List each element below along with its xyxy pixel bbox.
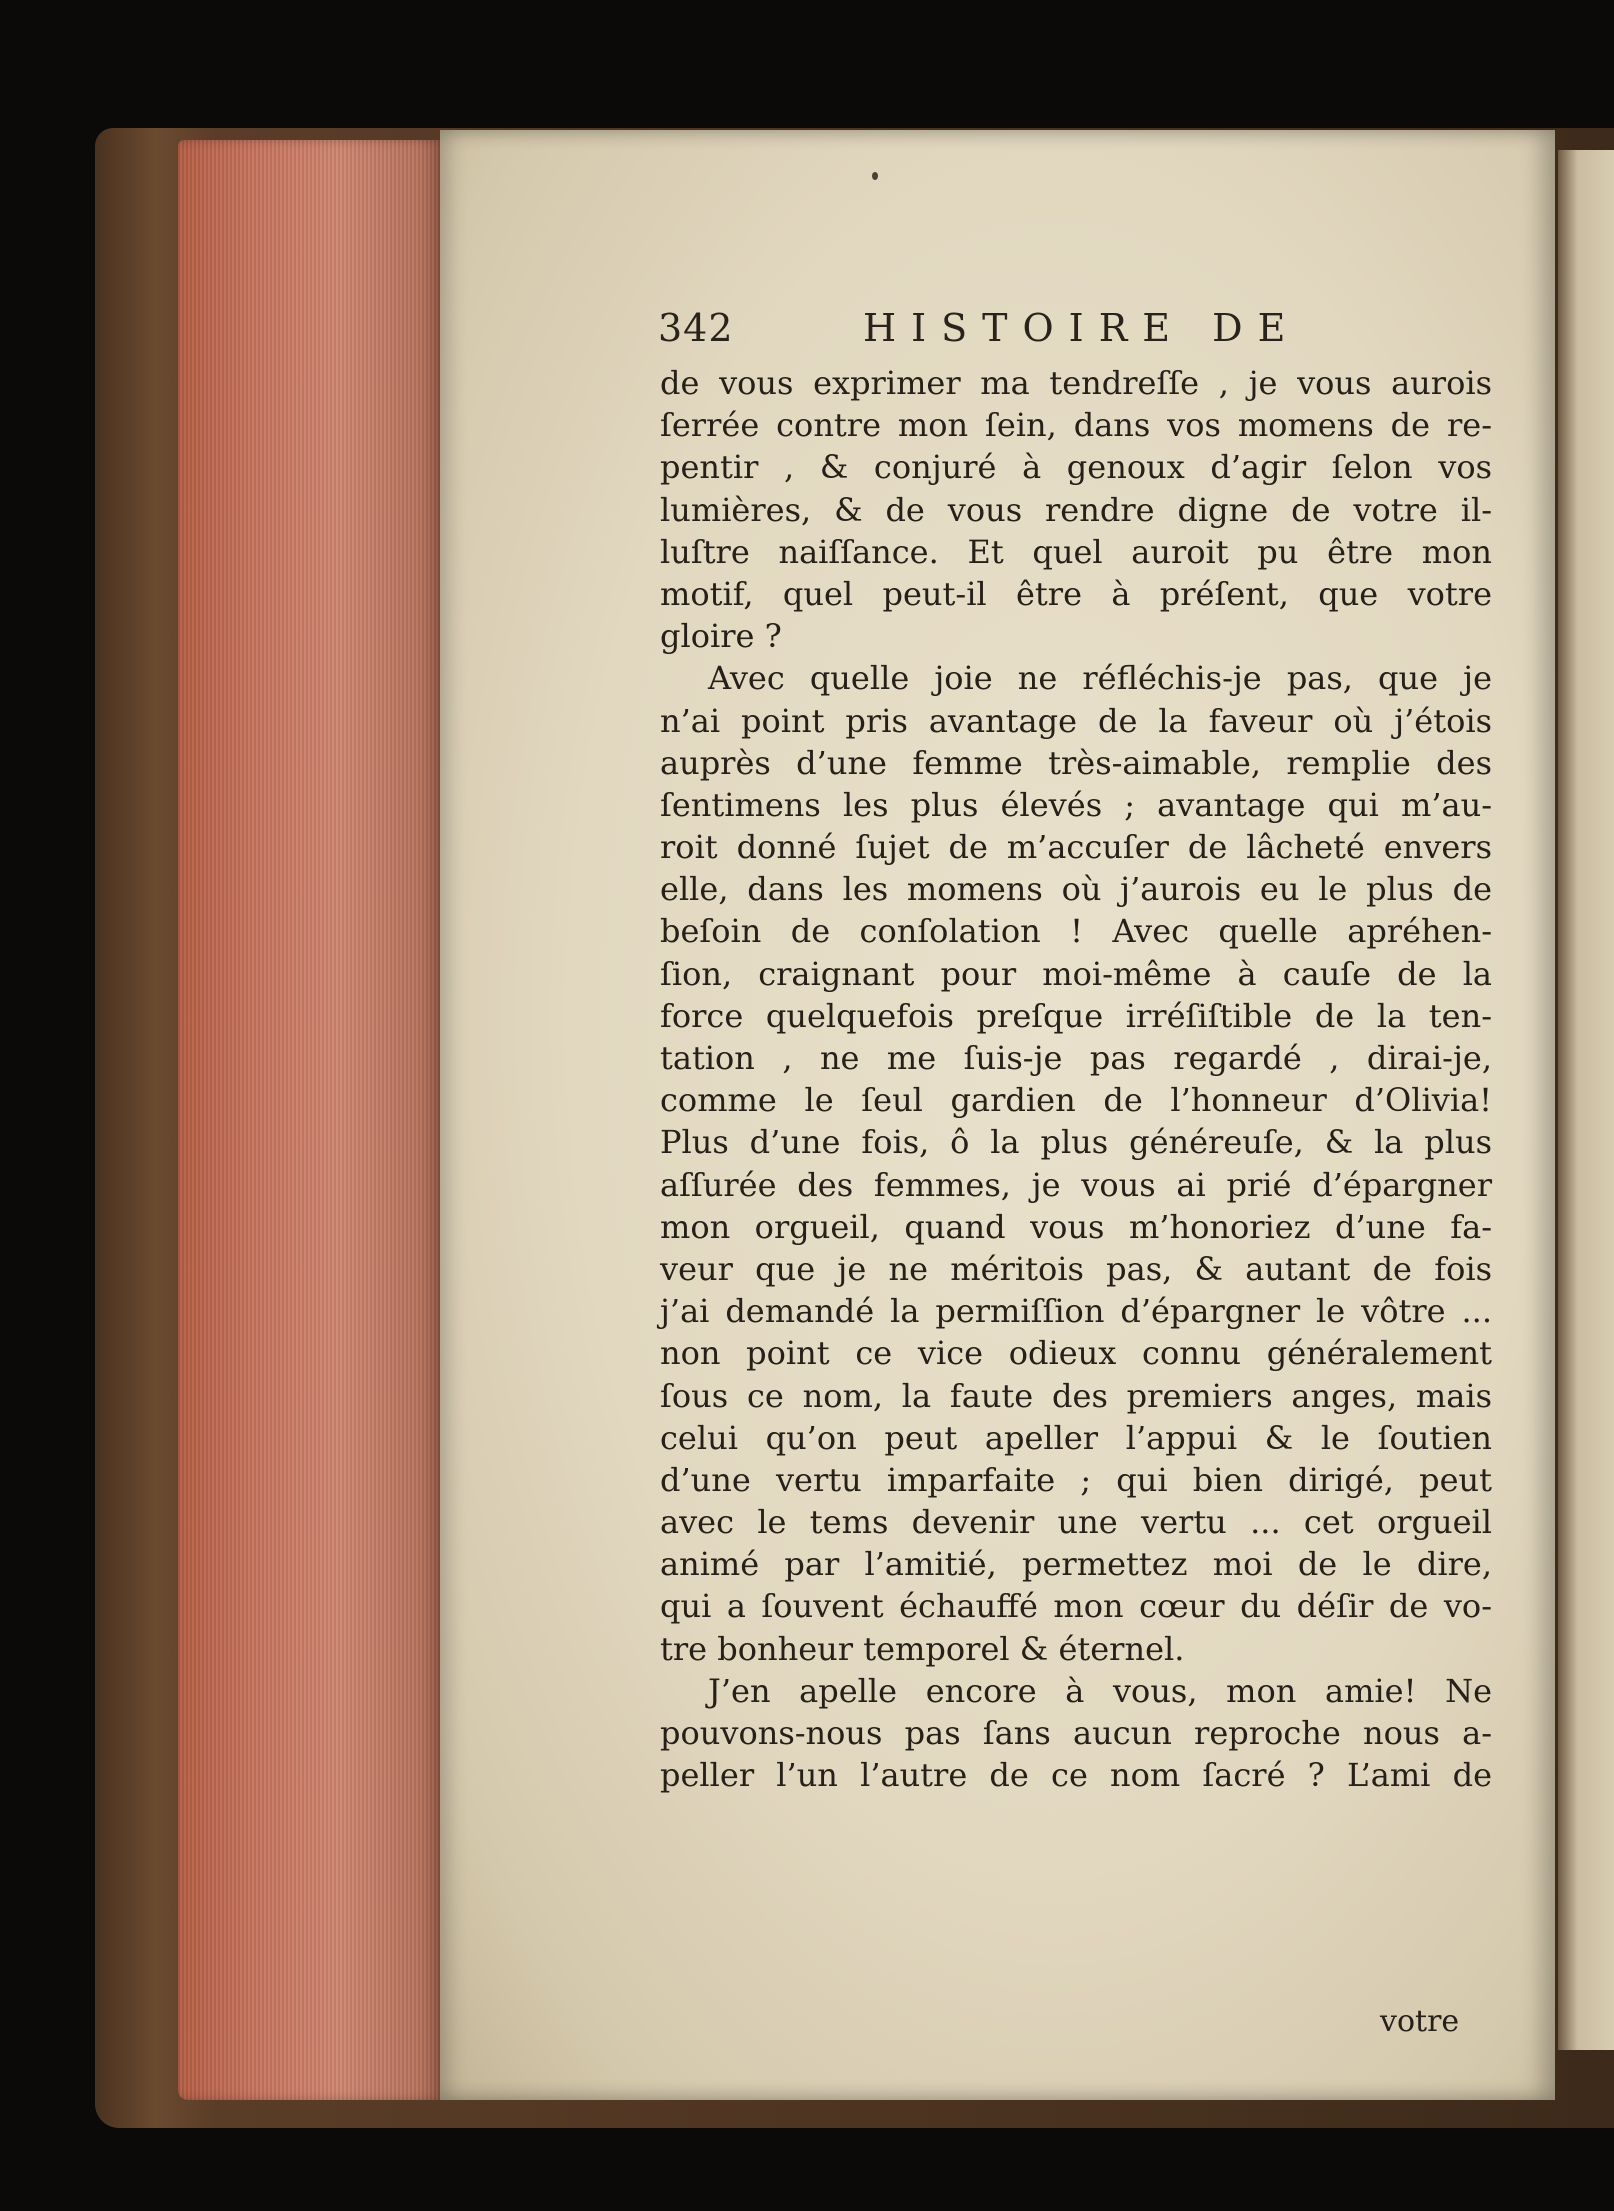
catchword: votre <box>1380 2004 1460 2039</box>
text-line: roit donné ſujet de m’accuſer de lâcheté envers <box>660 828 1492 867</box>
text-line: pentir , & conjuré à genoux d’agir ſelon vos <box>660 448 1492 487</box>
text-line: ſerrée contre mon ſein, dans vos momens de re- <box>660 406 1492 445</box>
ink-speck <box>872 172 878 180</box>
text-line: force quelquefois preſque irréſiſtible de la ten- <box>660 996 1492 1035</box>
text-line: ſion, craignant pour moi-même à cauſe de la <box>660 954 1492 993</box>
text-line: motif, quel peut-il être à préſent, que votre <box>660 574 1492 613</box>
text-line: elle, dans les momens où j’aurois eu le plus de <box>660 870 1492 909</box>
text-line: pouvons-nous pas ſans aucun reproche nous a- <box>660 1714 1492 1752</box>
text-line: animé par l’amitié, permettez moi de le dire, <box>660 1545 1492 1584</box>
text-line: de vous exprimer ma tendreſſe , je vous aurois <box>660 364 1492 402</box>
text-line: avec le tems devenir une vertu ... cet orgueil <box>660 1503 1492 1542</box>
text-line: comme le ſeul gardien de l’honneur d’Olivia! <box>660 1081 1492 1120</box>
text-line: ſous ce nom, la faute des premiers anges, mais <box>660 1376 1492 1415</box>
text-line: tation , ne me ſuis-je pas regardé , dirai-je, <box>660 1039 1492 1077</box>
text-line: ſentimens les plus élevés ; avantage qui m’au- <box>660 785 1492 824</box>
text-line: n’ai point pris avantage de la faveur où j’étois <box>660 701 1492 740</box>
page-number: 342 <box>658 306 734 350</box>
text-line: Avec quelle joie ne réfléchis-je pas, que je <box>708 659 1492 698</box>
text-line: luſtre naiſſance. Et quel auroit pu être mon <box>660 532 1492 571</box>
text-line: non point ce vice odieux connu généralement <box>660 1334 1492 1373</box>
text-line: d’une vertu imparfaite ; qui bien dirigé, peut <box>660 1460 1492 1499</box>
text-line: gloire ? <box>660 617 782 656</box>
text-line: aſſurée des femmes, je vous ai prié d’épargner <box>660 1165 1492 1204</box>
text-line: mon orgueil, quand vous m’honoriez d’une fa- <box>660 1207 1492 1246</box>
running-title: HISTOIRE DE <box>863 306 1301 350</box>
text-line: lumières, & de vous rendre digne de votre il- <box>660 490 1492 529</box>
text-line: j’ai demandé la permiſſion d’épargner le vôtre ... <box>660 1292 1492 1331</box>
text-line: tre bonheur temporel & éternel. <box>660 1629 1185 1668</box>
text-line: beſoin de conſolation ! Avec quelle apréhen- <box>660 912 1492 951</box>
body-text <box>660 362 1492 1796</box>
text-line: veur que je ne méritois pas, & autant de fois <box>660 1249 1492 1288</box>
text-line: celui qu’on peut apeller l’appui & le ſoutien <box>660 1418 1492 1457</box>
text-line: qui a ſouvent échauffé mon cœur du déſir de vo- <box>660 1587 1492 1626</box>
text-line: J’en apelle encore à vous, mon amie! Ne <box>708 1671 1492 1710</box>
text-line: peller l’un l’autre de ce nom ſacré ? L’ami de <box>660 1756 1492 1795</box>
text-line: auprès d’une femme très-aimable, remplie des <box>660 743 1492 782</box>
text-line: Plus d’une fois, ô la plus généreuſe, & la plus <box>660 1123 1492 1162</box>
page-edges <box>178 140 446 2100</box>
facing-page-edge <box>1558 150 1614 2050</box>
running-head <box>658 302 1538 362</box>
